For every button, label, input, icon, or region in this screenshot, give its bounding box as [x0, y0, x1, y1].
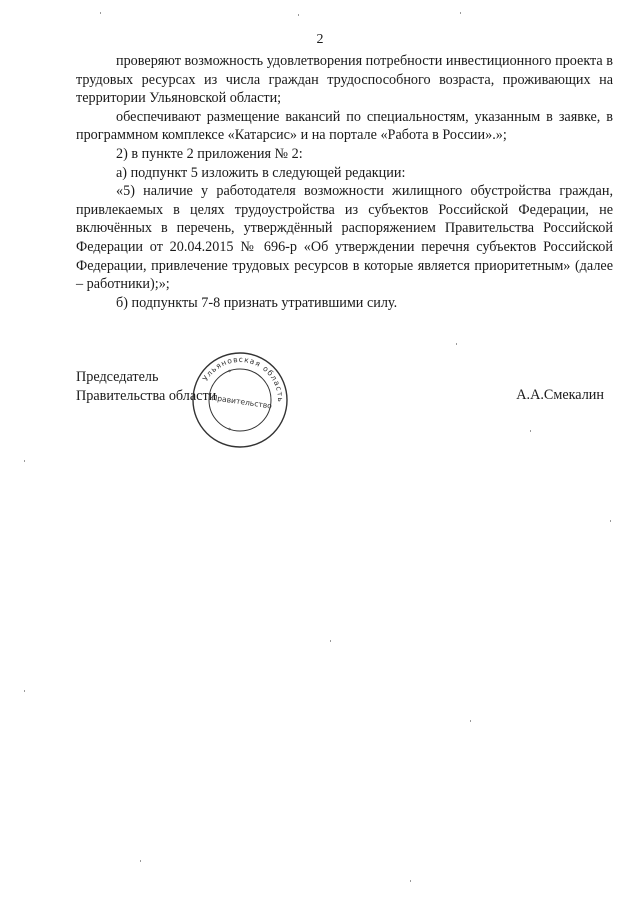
scan-speck: [460, 12, 461, 14]
scan-speck: [100, 12, 101, 14]
paragraph: «5) наличие у работодателя возможности жилищного обустройства граждан, привлекаемых в целях трудоустройства из субъектов Российской Федерации, не включённых в перечень, утверждённый распоряжением Правительства Российской Федерации от 20.04.2015 № 696-р «Об утверждении перечня субъектов Российской Федерации, привлечение трудовых ресурсов в которые является приоритетным» (далее – работники);»;: [76, 183, 613, 293]
signatory-title-line1: Председатель: [76, 369, 159, 385]
official-seal: [190, 350, 290, 450]
scan-speck: [470, 720, 471, 722]
seal-star-icon: *: [228, 369, 231, 376]
paragraph: обеспечивают размещение вакансий по специальностям, указанным в заявке, в программном комплексе «Катарсис» и на портале «Работа в России».»;: [76, 108, 613, 144]
paragraph: 2) в пункте 2 приложения № 2:: [116, 145, 303, 162]
scan-speck: [456, 343, 457, 345]
scan-speck: [410, 880, 411, 882]
paragraph: проверяют возможность удовлетворения потребности инвестиционного проекта в трудовых ресурсах из числа граждан трудоспособного возраста, проживающих на территории Ульяновской области;: [76, 53, 613, 107]
scan-speck: [610, 520, 611, 522]
signatory-name: А.А.Смекалин: [516, 387, 604, 403]
page-number: 2: [316, 32, 324, 47]
scan-speck: [330, 640, 331, 642]
scan-speck: [298, 14, 299, 16]
scan-speck: [24, 460, 25, 462]
seal-star-icon: *: [228, 427, 231, 434]
scan-speck: [24, 690, 25, 692]
signatory-title-line2: Правительства области: [76, 387, 217, 404]
scan-speck: [530, 430, 531, 432]
document-body: [76, 52, 613, 312]
scan-speck: [140, 860, 141, 862]
seal-ring-text: Ульяновская область: [200, 354, 286, 403]
seal-center-text: Правительство: [211, 393, 273, 411]
paragraph: б) подпункты 7-8 признать утратившими силу.: [116, 294, 398, 311]
paragraph: а) подпункт 5 изложить в следующей редакции:: [116, 164, 406, 181]
